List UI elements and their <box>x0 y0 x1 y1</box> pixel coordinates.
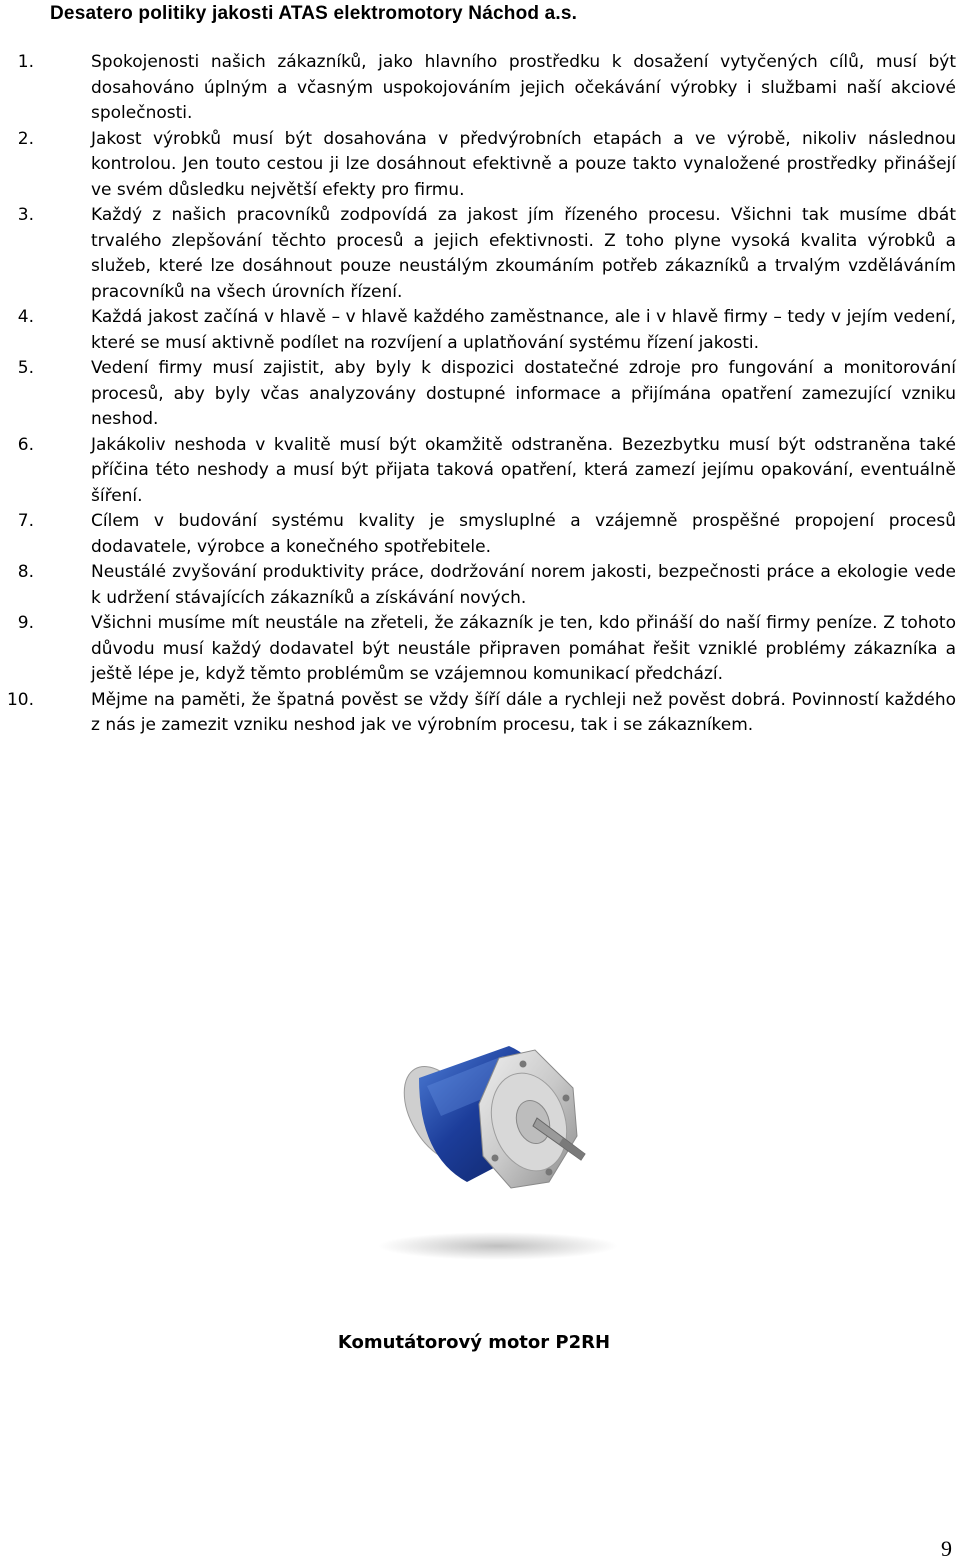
list-item-number: 10. <box>6 689 34 710</box>
list-item-number: 2. <box>17 128 34 149</box>
motor-photo <box>323 1006 664 1287</box>
quality-policy-list <box>0 50 960 739</box>
list-item-text: Každá jakost začíná v hlavě – v hlavě každého zaměstnance, ale i v hlavě firmy – tedy v jejím vedení, které se musí aktivně podílet na rozvíjení a uplatňování systému řízení jakosti. <box>91 307 956 353</box>
list-item <box>0 305 960 356</box>
list-item <box>0 203 960 305</box>
list-item-number: 4. <box>17 307 34 327</box>
list-item <box>0 509 960 560</box>
list-item-number: 7. <box>17 511 34 531</box>
page-number: 9 <box>941 1536 952 1561</box>
list-item <box>0 356 960 433</box>
list-item-number: 3. <box>17 205 34 225</box>
figure-caption <box>0 1330 960 1356</box>
list-item <box>0 50 960 127</box>
list-item <box>0 688 960 739</box>
motor-shadow <box>378 1232 618 1260</box>
list-item-text: Mějme na paměti, že špatná pověst se vždy šíří dále a rychleji než pověst dobrá. Povinností každého z nás je zamezit vzniku neshod jak ve výrobním procesu, tak i se zákazníkem. <box>91 689 956 735</box>
motor-front-flange <box>479 1050 579 1188</box>
list-item-text: Jakákoliv neshoda v kvalitě musí být okamžitě odstraněna. Bezezbytku musí být odstraněna také příčina této neshody a musí být přijata taková opatření, která zamezí jejímu opakování, eventuálně šíření. <box>91 434 956 506</box>
list-item-text: Cílem v budování systému kvality je smysluplné a vzájemně prospěšné propojení procesů dodavatele, výrobce a konečného spotřebitele. <box>91 511 956 557</box>
list-item-number: 6. <box>17 434 34 455</box>
list-item <box>0 433 960 510</box>
list-item <box>0 560 960 611</box>
list-item-text: Jakost výrobků musí být dosahována v předvýrobních etapách a ve výrobě, nikoliv následnou kontrolou. Jen touto cestou ji lze dosáhnout efektivně a pouze takto vynaložené prostředky přinášejí ve svém důsledku největší efekty pro firmu. <box>91 128 956 200</box>
list-item-text: Všichni musíme mít neustále na zřeteli, že zákazník je ten, kdo přináší do naší firmy peníze. Z tohoto důvodu musí každý dodavatel být neustále připraven pomáhat řešit vzniklé problémy zákazníka a ještě lépe je, když těmto problémům se vzájemnou komunikací předchází. <box>91 613 956 684</box>
motor-illustration <box>323 1006 664 1287</box>
list-item-number: 5. <box>17 358 34 378</box>
list-item-number: 9. <box>17 613 34 633</box>
list-item-text: Každý z našich pracovníků zodpovídá za jakost jím řízeného procesu. Všichni tak musíme dbát trvalého zlepšování těchto procesů a jejich efektivnosti. Z toho plyne vysoká kvalita výrobků a služeb, které lze dosáhnout pouze neustálým zkoumáním potřeb zákazníků a trvalým vzděláváním pracovníků na všech úrovních řízení. <box>91 205 956 302</box>
list-item-number: 8. <box>17 562 34 582</box>
list-item-text: Neustálé zvyšování produktivity práce, dodržování norem jakosti, bezpečnosti práce a ekologie vede k udržení stávajících zákazníků a získávání nových. <box>91 562 956 608</box>
list-item <box>0 127 960 204</box>
list-item-text: Spokojenosti našich zákazníků, jako hlavního prostředku k dosažení vytyčených cílů, musí být dosahováno úplným a včasným uspokojováním jejich očekávání výrobky i službami naší akciové společnosti. <box>91 52 956 123</box>
list-item-text: Vedení firmy musí zajistit, aby byly k dispozici dostatečné zdroje pro fungování a monitorování procesů, aby byly včas analyzovány dostupné informace a přijímána opatření zamezující vzniku neshod. <box>91 358 956 429</box>
figure-caption-text: Komutátorový motor P2RH <box>337 1332 611 1353</box>
list-item-number: 1. <box>17 52 34 72</box>
list-item <box>0 611 960 688</box>
document-title: Desatero politiky jakosti ATAS elektromotory Náchod a.s. <box>50 3 578 24</box>
